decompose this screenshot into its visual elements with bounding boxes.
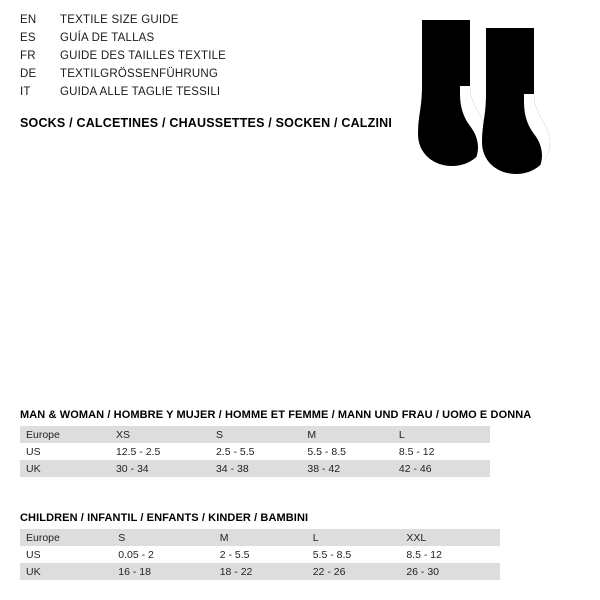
pair-of-socks-illustration — [400, 16, 580, 176]
cell-size: 2 - 5.5 — [214, 546, 307, 563]
language-text-es: GUÍA DE TALLAS — [60, 32, 155, 44]
adult-table-caption: MAN & WOMAN / HOMBRE Y MUJER / HOMME ET FEMME / MANN UND FRAU / UOMO E DONNA — [20, 409, 532, 421]
cell-size: XXL — [400, 529, 500, 546]
cell-region: US — [20, 443, 110, 460]
cell-size: M — [301, 426, 392, 443]
cell-size: 16 - 18 — [112, 563, 213, 580]
language-row-fr — [20, 50, 420, 68]
cell-size: 5.5 - 8.5 — [301, 443, 392, 460]
table-row — [20, 426, 490, 443]
product-title: SOCKS / CALCETINES / CHAUSSETTES / SOCKEN / CALZINI — [20, 116, 393, 130]
language-row-de — [20, 68, 420, 86]
cell-size: 8.5 - 12 — [400, 546, 500, 563]
cell-region: Europe — [20, 426, 110, 443]
cell-size: 26 - 30 — [400, 563, 500, 580]
language-text-de: TEXTILGRÖSSENFÜHRUNG — [60, 68, 218, 80]
language-code-fr: FR — [20, 50, 36, 62]
cell-size: 5.5 - 8.5 — [307, 546, 401, 563]
language-text-it: GUIDA ALLE TAGLIE TESSILI — [60, 86, 221, 98]
cell-size: 38 - 42 — [301, 460, 392, 477]
language-code-it: IT — [20, 86, 31, 98]
cell-size: 12.5 - 2.5 — [110, 443, 210, 460]
cell-size: M — [214, 529, 307, 546]
cell-size: 30 - 34 — [110, 460, 210, 477]
table-row — [20, 546, 500, 563]
cell-size: S — [112, 529, 213, 546]
children-table-caption: CHILDREN / INFANTIL / ENFANTS / KINDER / BAMBINI — [20, 512, 309, 524]
cell-region: Europe — [20, 529, 112, 546]
language-row-it — [20, 86, 420, 104]
language-code-es: ES — [20, 32, 36, 44]
language-code-de: DE — [20, 68, 37, 80]
cell-region: UK — [20, 460, 110, 477]
language-text-en: TEXTILE SIZE GUIDE — [60, 14, 179, 26]
children-size-table — [20, 529, 500, 580]
cell-size: 18 - 22 — [214, 563, 307, 580]
table-row — [20, 460, 490, 477]
adult-size-table-block — [20, 409, 580, 477]
children-size-table-block — [20, 512, 580, 580]
cell-region: UK — [20, 563, 112, 580]
language-text-fr: GUIDE DES TAILLES TEXTILE — [60, 50, 227, 62]
language-header — [20, 14, 420, 130]
cell-size: 0.05 - 2 — [112, 546, 213, 563]
cell-region: US — [20, 546, 112, 563]
table-row — [20, 443, 490, 460]
cell-size: S — [210, 426, 301, 443]
cell-size: 42 - 46 — [393, 460, 490, 477]
cell-size: L — [307, 529, 401, 546]
cell-size: XS — [110, 426, 210, 443]
table-row — [20, 529, 500, 546]
language-row-en — [20, 14, 420, 32]
language-code-en: EN — [20, 14, 37, 26]
cell-size: 8.5 - 12 — [393, 443, 490, 460]
adult-size-table — [20, 426, 490, 477]
cell-size: L — [393, 426, 490, 443]
cell-size: 34 - 38 — [210, 460, 301, 477]
table-row — [20, 563, 500, 580]
cell-size: 2.5 - 5.5 — [210, 443, 301, 460]
language-row-es — [20, 32, 420, 50]
cell-size: 22 - 26 — [307, 563, 401, 580]
